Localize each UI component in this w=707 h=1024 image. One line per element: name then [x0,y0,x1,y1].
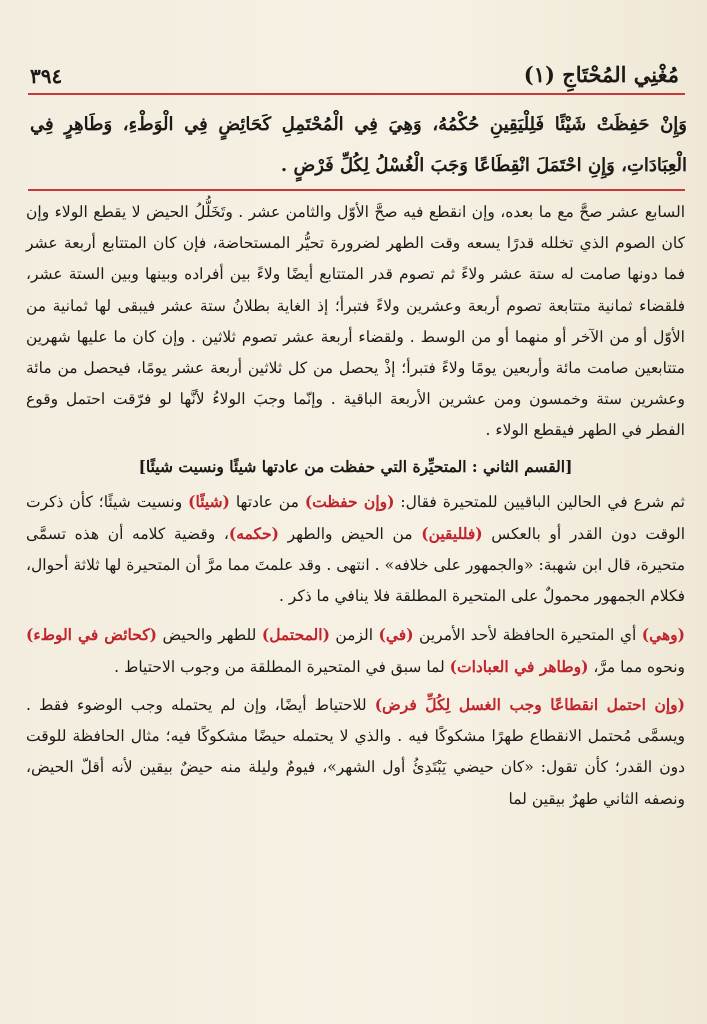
matn-quote: (وإن حفظت) [304,491,395,511]
page-header [22,62,685,92]
text-span: للاحتياط أيضًا، وإن لم يحتمله وجب الوضوء فقط . ويسمَّى مُحتمل الانقطاع طهرًا مشكوكًا فيه . والذي لا يحتمله حيضًا مشكوكًا فيه؛ مثال الحافظة للوقت دون القدر؛ كأن تقول: «كان حيضي يَبْتَدِئُ أول الشهر»، فيومٌ وليلة منه حيضٌ بيقين لأنه أقلّ الحيض، ونصفه الثاني طهرٌ بيقين لما [26,696,685,808]
matn-quote: (وهي) [641,624,685,644]
matn-quote: (شيئًا) [188,491,230,511]
page-number: ٣٩٤ [30,64,63,88]
paragraph-1: السابع عشر صحَّ مع ما بعده، وإن انقطع فيه صحَّ الأوّل والثامن عشر . وتَخَلُّلُ الحيض لا يقطع الولاء وإن كان الصوم الذي تخلله قدرًا يسعه وقت الطهر لضرورة تحيُّر المستحاضة، فإن كان المتتابع أربعة عشر فما دونها صامت له ستة عشر ولاءً ثم تصوم قدر المتتابع أيضًا ولاءً بين أفراده وبينها وبين الستة عشر، فلقضاء ثمانية متتابعة تصوم أربعة وعشرين ولاءً فتبرأ؛ إذ الغاية بطلانُ ستة عشر فيبقى لها ثمانية من الأوّل أو من الآخر أو منهما أو من الوسط . ولقضاء أربعة عشر تصوم ثلاثين . وإن كان ما عليها شهرين متتابعين صامت مائة وأربعين يومًا ولاءً فتبرأ؛ إذْ يحصل من كل ثلاثين أربعة عشر يومًا، فيحصل من مائة وعشرين ستة وخمسون ومن عشرين الأربعة الباقية . وإنّما وجبَ الولاءُ لأنَّها لو فرّقت احتمل وقوع الفطر في الطهر فيقطع الولاء . [26,203,685,440]
matn-quote: (المحتمل) [261,624,330,644]
header-divider [28,93,685,95]
commentary-body [26,197,685,815]
text-span: ونحوه مما مرَّ، [588,657,685,676]
paragraph-3 [26,619,685,683]
text-span: أي المتحيرة الحافظة لأحد الأمرين [413,625,642,644]
text-span: لما سبق في المتحيرة المطلقة من وجوب الاحتياط . [114,657,450,676]
matn-quote: (في) [378,624,414,644]
matn-text: وَإِنْ حَفِظَتْ شَيْئًا فَلِلْيَقِينِ حُكْمُهُ، وَهِيَ فِي الْمُحْتَمِلِ كَحَائِضٍ فِي الْوَطْءِ، وَطَاهِرٍ فِي الْعِبَادَاتِ، وَإِنِ احْتَمَلَ انْقِطَاعًا وَجَبَ الْغُسْلُ لِكُلِّ فَرْضٍ . [30,114,687,176]
matn-divider [28,189,685,191]
text-span: ونسيت شيئًا؛ كأن ذكرت الوقت دون القدر أو بالعكس [26,492,686,544]
paragraph-2 [26,486,685,613]
text-span: من عادتها [229,492,305,511]
paragraph-4 [26,689,685,815]
matn-quote: (فلليقين) [421,524,483,544]
matn-quote: (وإن احتمل انقطاعًا وجب الغسل لِكُلِّ فرض) [374,695,685,715]
matn-quote: (حكمه) [228,524,279,544]
section-heading: [القسم الثاني : المتحيِّرة التي حفظت من عادتها شيئًا ونسيت شيئًا] [138,456,573,476]
matn-quote: (كحائض في الوطء) [26,624,157,644]
text-span: من الحيض والطهر [278,525,422,544]
text-span: الزمن [329,625,379,644]
text-span: ، وقضية كلامه أن هذه تسمَّى متحيرة، قال ابن شهبة: «والجمهور على خلافه» . انتهى . وقد علمتَ مما مرَّ أن المتحيرة لها ثلاثة أحوال، فكلام الجمهور محمولٌ على المتحيرة المطلقة فلا ينافي ما ذكر . [26,525,685,606]
matn-quote: (وطاهر في العبادات) [449,656,589,676]
text-span: للطهر والحيض [156,625,262,644]
text-span: ثم شرع في الحالين الباقيين للمتحيرة فقال: [394,492,685,511]
book-title: مُغْنِي المُحْتَاجِ (١) [523,62,679,87]
